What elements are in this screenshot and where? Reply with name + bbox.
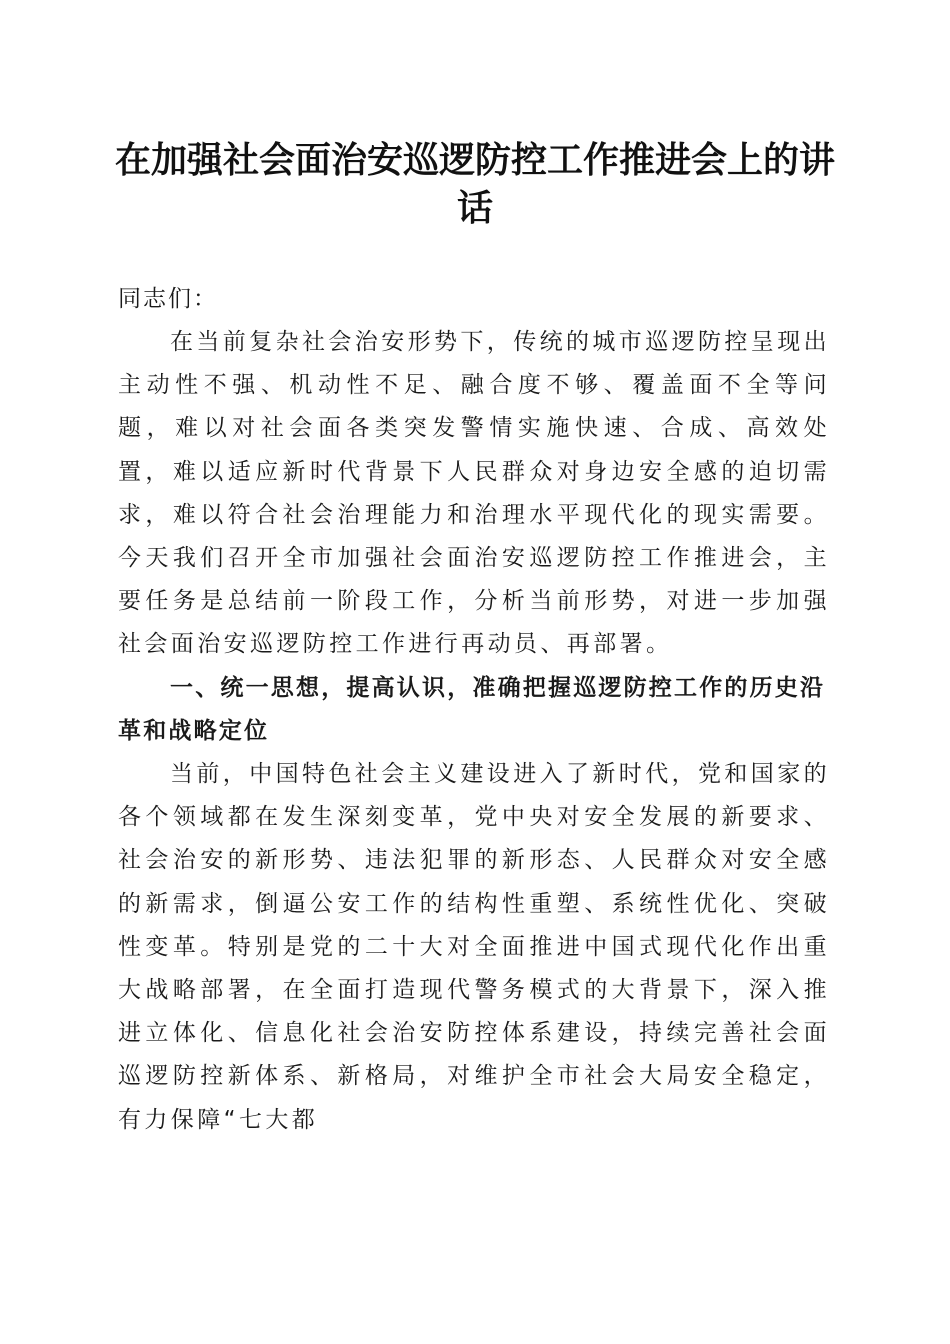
document-title: 在加强社会面治安巡逻防控工作推进会上的讲话 xyxy=(114,139,835,229)
intro-paragraph: 在当前复杂社会治安形势下，传统的城市巡逻防控呈现出主动性不强、机动性不足、融合度不够、覆盖面不全等问题，难以对社会面各类突发警情实施快速、合成、高效处置，难以适应新时代背景下人民群众对身边安全感的迫切需求，难以符合社会治理能力和治理水平现代化的现实需要。今天我们召开全市加强社会面治安巡逻防控工作推进会，主要任务是总结前一阶段工作，分析当前形势，对进一步加强社会面治安巡逻防控工作进行再动员、再部署。 xyxy=(118,329,830,658)
salutation: 同志们： xyxy=(118,286,218,312)
section-1-paragraph: 当前，中国特色社会主义建设进入了新时代，党和国家的各个领域都在发生深刻变革，党中央对安全发展的新要求、社会治安的新形势、违法犯罪的新形态、人民群众对安全感的新需求，倒逼公安工作的结构性重塑、系统性优化、突破性变革。特别是党的二十大对全面推进中国式现代化作出重大战略部署，在全面打造现代警务模式的大背景下，深入推进立体化、信息化社会治安防控体系建设，持续完善社会面巡逻防控新体系、新格局，对维护全市社会大局安全稳定，有力保障“七大都 xyxy=(118,761,830,1133)
section-heading-1: 一、统一思想，提高认识，准确把握巡逻防控工作的历史沿革和战略定位 xyxy=(118,674,826,744)
document-body xyxy=(118,278,830,1142)
